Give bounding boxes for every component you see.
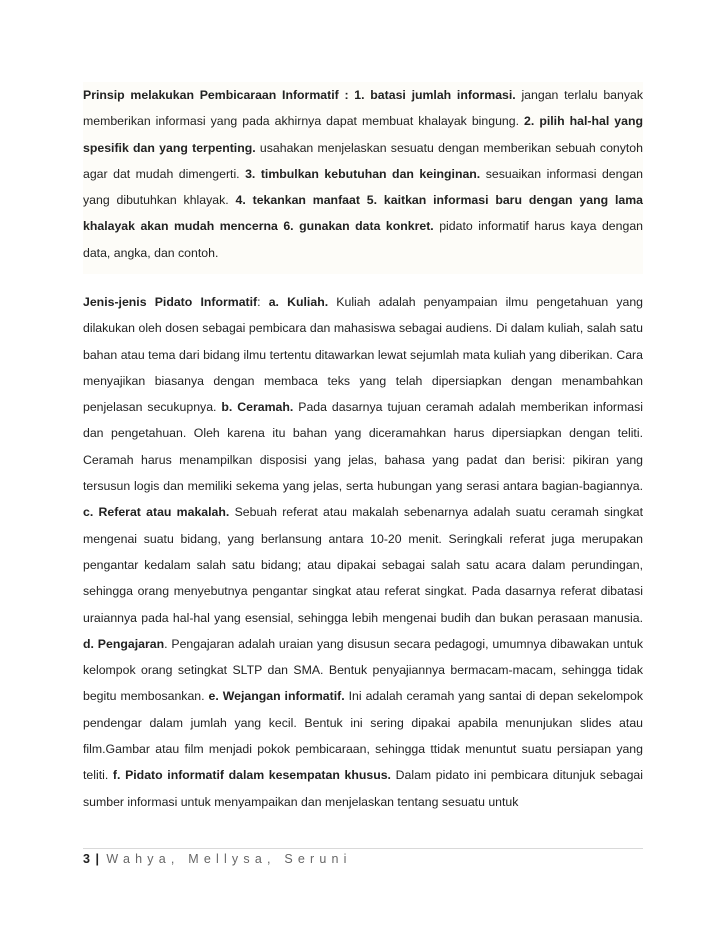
bold-text-run: f. Pidato informatif dalam kesempatan khusus. — [112, 768, 391, 783]
text-run: Dalam pidato ini pembicara ditunjuk sebagai sumber informasi untuk menyampaikan dan menjelaskan tentang sesuatu untuk — [83, 768, 644, 809]
footer-authors: Wahya, Mellysa, Seruni — [106, 852, 352, 866]
text-run: sesuaikan informasi dengan yang dibutuhkan khlayak. — [83, 166, 643, 208]
text-run: jangan terlalu banyak memberikan informasi yang pada akhirnya dapat membuat khalayak bingung. — [83, 88, 643, 129]
text-run: usahakan menjelaskan sesuatu dengan memberikan sebuah conytoh agar dat mudah dimengerti. — [83, 140, 643, 181]
footer-separator: | — [95, 852, 99, 866]
bold-text-run: e. Wejangan informatif. — [208, 689, 345, 704]
bold-text-run: Jenis-jenis Pidato Informatif — [83, 295, 258, 309]
text-run: Ini adalah ceramah yang santai di depan sekelompok pendengar dalam jumlah yang kecil. Bentuk ini sering dipakai apabila menunjukan slides atau film.Gambar atau film menjadi pokok pembicaraan, sehingga ttidak menuntut suatu persiapan yang teliti. — [83, 689, 643, 783]
bold-text-run: b. Ceramah. — [221, 400, 294, 415]
bold-text-run: Prinsip melakukan Pembicaraan Informatif : 1. batasi jumlah informasi. — [83, 88, 516, 102]
bold-text-run: a. Kuliah. — [268, 295, 329, 309]
text-run: Pada dasarnya tujuan ceramah adalah memberikan informasi dan pengetahuan. Oleh karena itu bahan yang diceramahkan harus dipersiapkan dengan teliti. Ceramah harus menampilkan disposisi yang jelas, bahasa yang padat dan berisi: pikiran yang tersusun logis dan memiliki sekema yang jelas, serta hubungan yang serasi antara bagian-bagiannya. — [83, 400, 643, 494]
page-footer — [83, 848, 643, 866]
text-run: Sebuah referat atau makalah sebenarnya adalah suatu ceramah singkat mengenai suatu bidang, yang berlansung antara 10-20 menit. Seringkali referat juga merupakan pengantar kedalam salah satu bidang; atau dipakai sebagai salah satu acara dalam perundingan, sehingga orang menyebutnya pengantar singkat atau referat singkat. Pada dasarnya referat dibatasi uraiannya pada hal-hal yang esensial, sehingga lebih mengenai budih dan bukan perasaan manusia. — [83, 505, 643, 625]
bold-text-run: 3. timbulkan kebutuhan dan keinginan. — [245, 166, 481, 181]
bold-text-run: c. Referat atau makalah. — [83, 505, 230, 520]
page-number: 3 — [83, 852, 90, 866]
paragraph-jenis — [83, 289, 643, 815]
text-run: Kuliah adalah penyampaian ilmu pengetahuan yang dilakukan oleh dosen sebagai pembicara dan mahasiswa sebagai audiens. Di dalam kuliah, salah satu bahan atau tema dari bidang ilmu tertentu ditawarkan lewat sejumlah mata kuliah yang diberikan. Cara menyajikan biasanya dengan membaca teks yang telah dipersiapkan dengan menambahkan penjelasan secukupnya. — [83, 295, 643, 415]
text-run: pidato informatif harus kaya dengan data, angka, dan contoh. — [83, 219, 643, 260]
text-run: . Pengajaran adalah uraian yang disusun secara pedagogi, umumnya dibawakan untuk kelompok orang setingkat SLTP dan SMA. Bentuk penyajiannya bermacam-macam, sehingga tidak begitu membosankan. — [83, 636, 643, 704]
bold-text-run: 2. pilih hal-hal yang spesifik dan yang terpenting. — [83, 114, 643, 155]
paragraph-prinsip — [83, 82, 643, 274]
text-run: : — [257, 295, 269, 309]
bold-text-run: d. Pengajaran — [83, 636, 165, 651]
bold-text-run: 4. tekankan manfaat 5. kaitkan informasi baru dengan yang lama khalayak akan mudah mencerna 6. gunakan data konkret. — [83, 193, 643, 234]
